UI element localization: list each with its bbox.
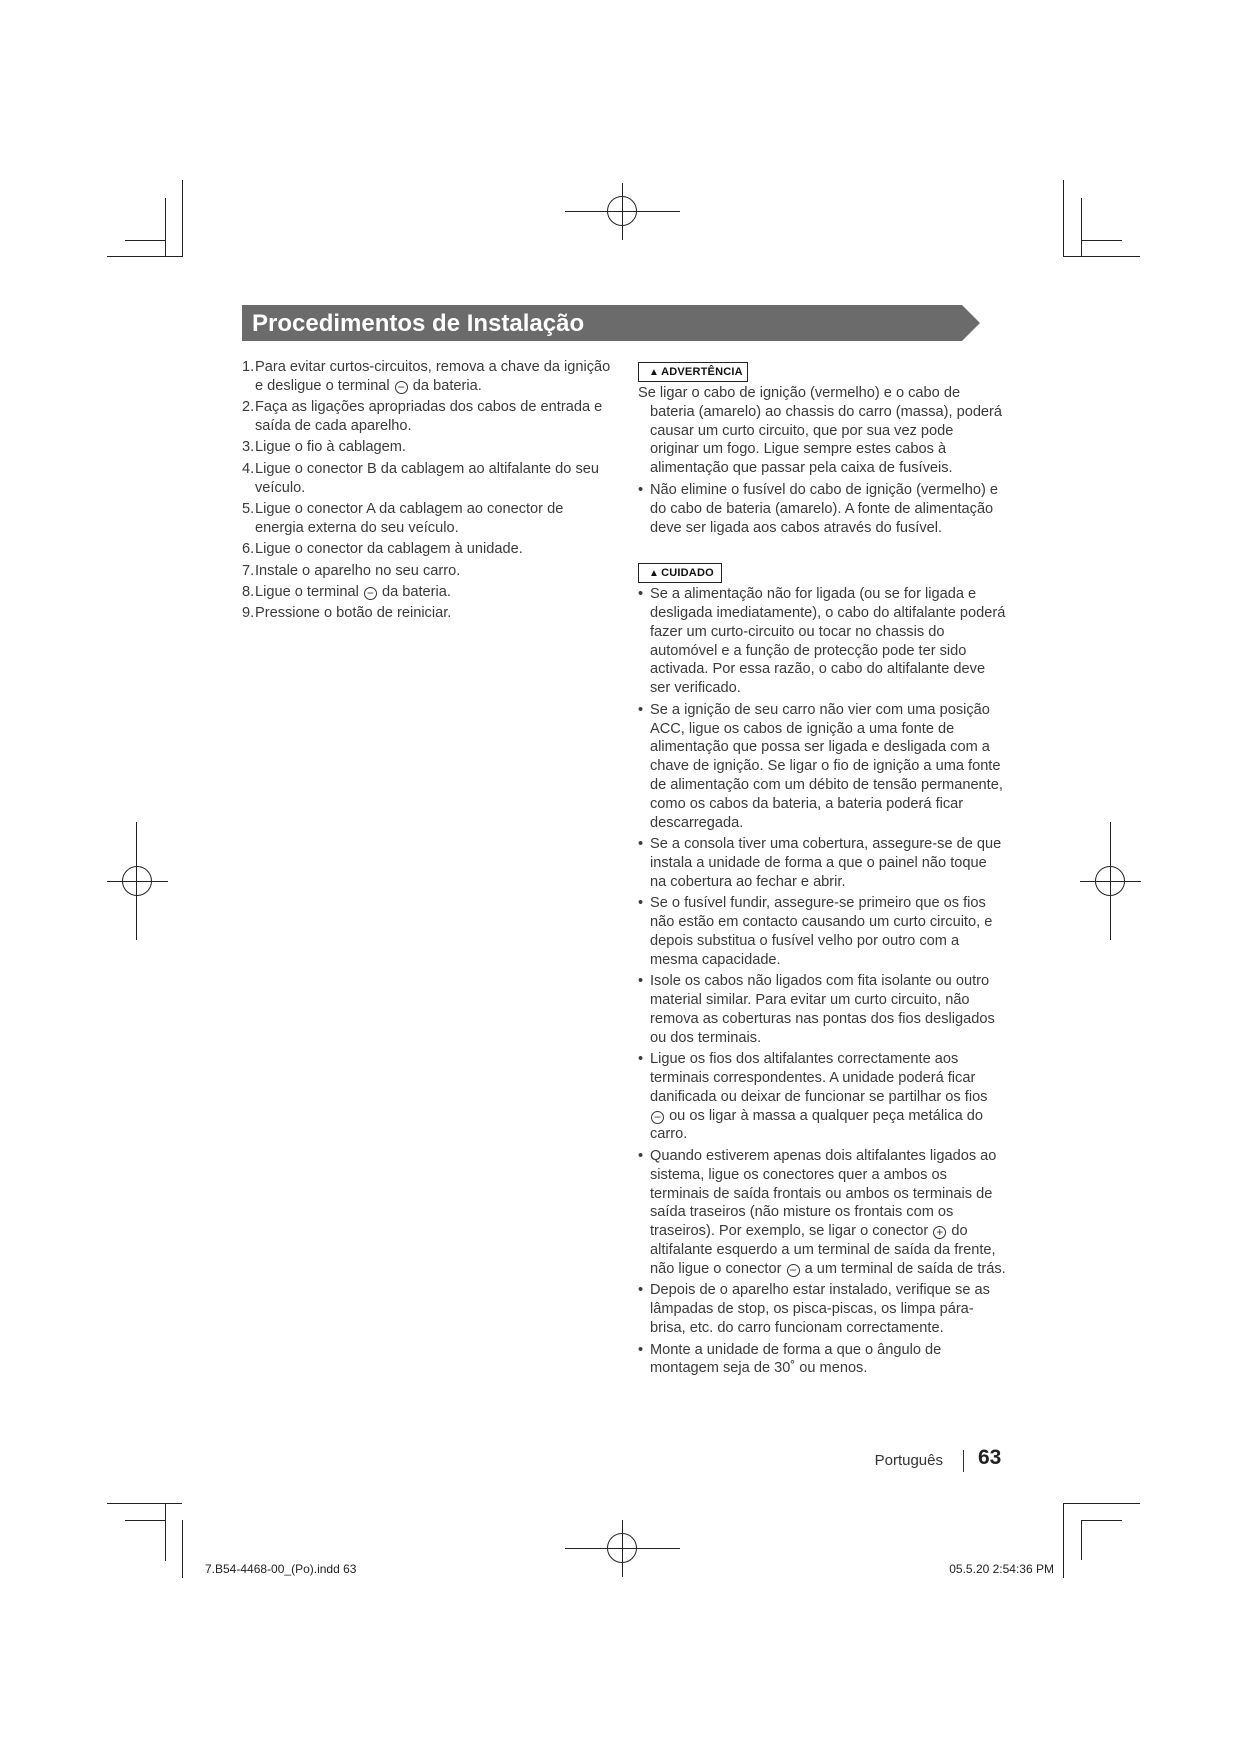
minus-terminal-icon: − [787, 1264, 800, 1277]
step-item: 6. Ligue o conector da cablagem à unidade. [242, 541, 523, 558]
warning-label: ▲ ADVERTÊNCIA [638, 362, 748, 382]
caution-label: ▲ CUIDADO [638, 563, 722, 583]
caution-bullet: • Depois de o aparelho estar instalado, verifique se as lâmpadas de stop, os pisca-piscas, os limpa pára-brisa, etc. do carro funcionam correctamente. [638, 1282, 990, 1337]
installation-steps [242, 358, 614, 626]
step-item: 1. Para evitar curtos-circuitos, remova a chave da ignição e desligue o terminal − da bateria. [242, 359, 611, 394]
footer-language: Português [874, 1452, 943, 1469]
caution-bullet: • Se a ignição de seu carro não vier com uma posição ACC, ligue os cabos de ignição a uma fonte de alimentação que possa ser ligada e desligada com a chave de ignição. Se ligar o fio de ignição a uma fonte de alimentação com um débito de tensão permanente, como os cabos da bateria, a bateria poderá ficar descarregada. [638, 701, 1003, 831]
title-bar-arrow [962, 305, 980, 341]
step-item: 8. Ligue o terminal − da bateria. [242, 583, 451, 600]
caution-bullet: • Se o fusível fundir, assegure-se primeiro que os fios não estão em contacto causando um curto circuito, e depois substitua o fusível velho por outro com a mesma capacidade. [638, 895, 993, 968]
print-slug-file: 7.B54-4468-00_(Po).indd 63 [205, 1562, 357, 1576]
caution-bullet: • Quando estiverem apenas dois altifalantes ligados ao sistema, ligue os conectores quer a ambos os terminais de saída frontais ou ambos os terminais de saída traseiros (não misture os frontais com os traseiros). Por exemplo, se ligar o conector + do altifalante esquerdo a um terminal de saída da frente, não ligue o conector − a um terminal de saída de trás. [638, 1148, 1006, 1277]
warning-bullet: • Não elimine o fusível do cabo de ignição (vermelho) e do cabo de bateria (amarelo). A fonte de alimentação deve ser ligada aos cabos através do fusível. [638, 481, 999, 536]
minus-terminal-icon: − [395, 381, 408, 394]
caution-bullet: • Ligue os fios dos altifalantes correctamente aos terminais correspondentes. A unidade poderá ficar danificada ou deixar de funcionar se partilhar os fios − ou os ligar à massa a qualquer peça metálica do carro. [638, 1051, 988, 1143]
step-item: 3. Ligue o fio à cablagem. [242, 439, 406, 456]
caution-bullet: • Isole os cabos não ligados com fita isolante ou outro material similar. Para evitar um curto circuito, não remova as coberturas nas pontas dos fios desligados ou dos terminais. [638, 973, 995, 1046]
warning-triangle-icon: ▲ [649, 367, 660, 378]
minus-terminal-icon: − [364, 587, 377, 600]
step-item: 2. Faça as ligações apropriadas dos cabos de entrada e saída de cada aparelho. [242, 399, 603, 434]
minus-terminal-icon: − [651, 1111, 664, 1124]
page-number: 63 [978, 1446, 1002, 1469]
warning-triangle-icon: ▲ [649, 568, 660, 580]
step-item: 4. Ligue o conector B da cablagem ao altifalante do seu veículo. [242, 460, 600, 496]
caution-bullet: • Se a consola tiver uma cobertura, assegure-se de que instala a unidade de forma a que o painel não toque na cobertura ao fechar e abrir. [638, 836, 1002, 890]
safety-notes [638, 362, 1006, 1381]
caution-bullet: • Monte a unidade de forma a que o ângulo de montagem seja de 30˚ ou menos. [638, 1341, 942, 1377]
page-title: Procedimentos de Instalação [252, 310, 585, 337]
step-item: 7. Instale o aparelho no seu carro. [242, 562, 461, 579]
print-slug-date: 05.5.20 2:54:36 PM [949, 1562, 1054, 1576]
step-item: 9. Pressione o botão de reiniciar. [242, 605, 452, 622]
footer-divider [963, 1450, 964, 1472]
caution-bullet: • Se a alimentação não for ligada (ou se for ligada e desligada imediatamente), o cabo do altifalante poderá fazer um curto-circuito ou tocar no chassis do automóvel e a função de protecção pode ter sido activada. Por essa razão, o cabo do altifalante deve ser verificado. [638, 586, 1006, 697]
plus-terminal-icon: + [933, 1226, 946, 1239]
warning-intro: Se ligar o cabo de ignição (vermelho) e o cabo de bateria (amarelo) ao chassis do carro (massa), poderá causar um curto circuito, que por sua vez pode originar um fogo. Ligue sempre estes cabos à alimentação que passar pela caixa de fusíveis. [638, 385, 1003, 477]
step-item: 5. Ligue o conector A da cablagem ao conector de energia externa do seu veículo. [242, 500, 564, 536]
